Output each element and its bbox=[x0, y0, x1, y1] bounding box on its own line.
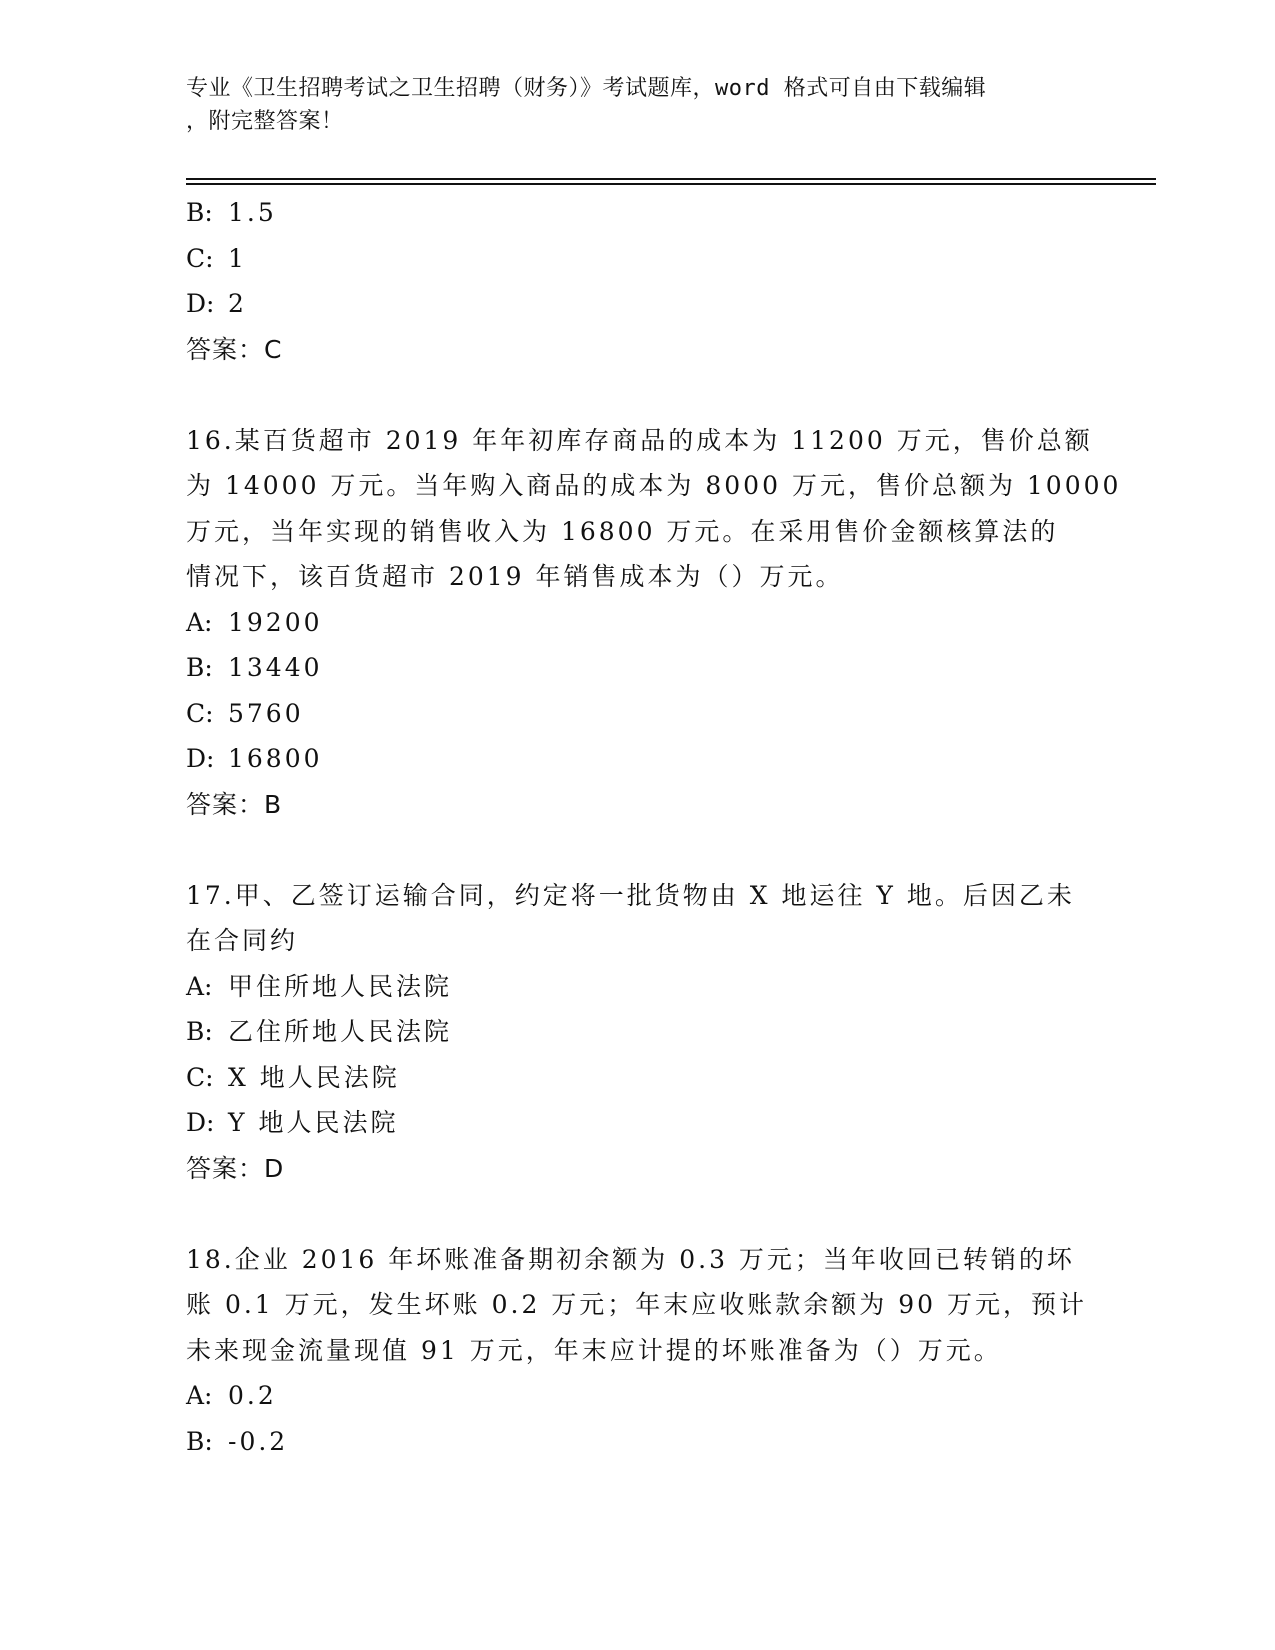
option-label: B: bbox=[186, 1017, 213, 1046]
question-16 bbox=[186, 418, 1122, 828]
document-header bbox=[186, 72, 1066, 138]
option-label: B: bbox=[186, 198, 213, 227]
option-text: 16800 bbox=[228, 744, 323, 773]
answer-line: 答案：C bbox=[186, 334, 283, 364]
question-text-line: 万元，当年实现的销售收入为 16800 万元。在采用售价金额核算法的 bbox=[186, 516, 1059, 546]
option-label: B: bbox=[186, 1426, 213, 1456]
question-list bbox=[186, 190, 1122, 1464]
option-label: D: bbox=[186, 289, 215, 318]
header-line-2: ，附完整答案！ bbox=[186, 109, 344, 134]
option-label: C: bbox=[186, 698, 214, 728]
option-text: 0.2 bbox=[228, 1381, 277, 1410]
option-a bbox=[186, 1373, 1086, 1419]
option-text: -0.2 bbox=[228, 1426, 289, 1456]
header-line-1: 专业《卫生招聘考试之卫生招聘（财务）》考试题库，word 格式可自由下载编辑 bbox=[186, 76, 987, 101]
question-text-line: 17.甲、乙签订运输合同，约定将一批货物由 X 地运往 Y 地。后因乙未 bbox=[186, 880, 1075, 910]
option-b bbox=[186, 645, 1086, 691]
option-text: X 地人民法院 bbox=[228, 1062, 400, 1092]
option-text: 1.5 bbox=[228, 198, 277, 227]
option-label: B: bbox=[186, 653, 213, 682]
option-a bbox=[186, 964, 1086, 1010]
option-b bbox=[186, 190, 1086, 236]
option-c bbox=[186, 691, 1086, 737]
option-text: Y 地人民法院 bbox=[228, 1108, 399, 1137]
option-d bbox=[186, 736, 1086, 782]
option-text: 2 bbox=[228, 289, 247, 318]
spacer bbox=[186, 827, 1086, 873]
question-15 bbox=[186, 190, 1086, 372]
answer-line: 答案：B bbox=[186, 789, 283, 819]
spacer bbox=[186, 372, 1086, 418]
question-text-line: 16.某百货超市 2019 年年初库存商品的成本为 11200 万元，售价总额 bbox=[186, 425, 1093, 455]
option-text: 乙住所地人民法院 bbox=[228, 1017, 453, 1046]
question-text-line: 账 0.1 万元，发生坏账 0.2 万元；年末应收账款余额为 90 万元，预计 bbox=[186, 1290, 1088, 1319]
option-label: C: bbox=[186, 243, 214, 273]
question-17 bbox=[186, 873, 1086, 1192]
option-text: 5760 bbox=[228, 698, 304, 728]
option-text: 甲住所地人民法院 bbox=[228, 971, 453, 1001]
option-c bbox=[186, 1055, 1086, 1101]
option-d bbox=[186, 281, 1086, 327]
option-label: D: bbox=[186, 744, 215, 773]
option-label: D: bbox=[186, 1108, 215, 1137]
question-text-line: 未来现金流量现值 91 万元，年末应计提的坏账准备为（）万元。 bbox=[186, 1335, 1002, 1365]
option-text: 1 bbox=[228, 243, 247, 273]
option-text: 13440 bbox=[228, 653, 323, 682]
question-text-line: 18.企业 2016 年坏账准备期初余额为 0.3 万元；当年收回已转销的坏 bbox=[186, 1244, 1075, 1274]
answer-line: 答案：D bbox=[186, 1153, 285, 1183]
option-text: 19200 bbox=[228, 607, 323, 637]
header-divider-bottom bbox=[186, 183, 1156, 185]
option-a bbox=[186, 600, 1086, 646]
option-b bbox=[186, 1419, 1086, 1465]
question-text-line: 情况下，该百货超市 2019 年销售成本为（）万元。 bbox=[186, 562, 844, 591]
option-label: A: bbox=[186, 1381, 213, 1410]
option-c bbox=[186, 236, 1086, 282]
spacer bbox=[186, 1191, 1086, 1237]
option-label: A: bbox=[186, 971, 213, 1001]
option-b bbox=[186, 1009, 1086, 1055]
option-label: C: bbox=[186, 1062, 214, 1092]
option-d bbox=[186, 1100, 1086, 1146]
option-label: A: bbox=[186, 607, 213, 637]
header-divider-top bbox=[186, 178, 1156, 180]
question-text-line: 为 14000 万元。当年购入商品的成本为 8000 万元，售价总额为 10000 bbox=[186, 471, 1122, 500]
question-text-line: 在合同约 bbox=[186, 926, 299, 955]
question-18 bbox=[186, 1237, 1086, 1465]
